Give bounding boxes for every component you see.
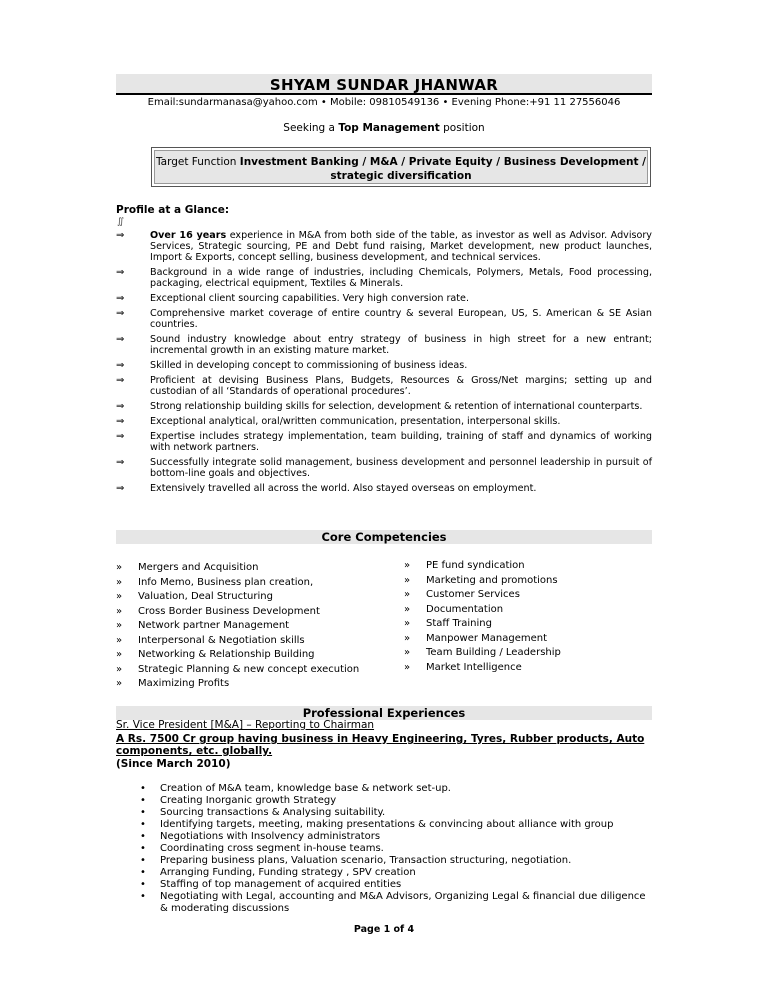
arrow-icon: ⇒ <box>116 230 125 241</box>
competencies-left-list <box>116 561 396 692</box>
competency-text: Maximizing Profits <box>138 678 230 689</box>
profile-item-text: Successfully integrate solid management, business development and personnel leadership in pursuit of bottom-line goals and objectives. <box>150 457 652 479</box>
competency-text: Networking & Relationship Building <box>138 649 315 660</box>
bullet-icon: » <box>116 663 123 675</box>
responsibility-text: Staffing of top management of acquired entities <box>160 879 402 890</box>
bullet-icon: » <box>404 574 411 586</box>
competency-item <box>116 648 396 663</box>
responsibility-item <box>116 891 652 915</box>
responsibility-text: Negotiating with Legal, accounting and M&A Advisors, Organizing Legal & financial due diligence & moderating discussions <box>160 891 646 914</box>
bullet-icon: » <box>116 591 123 602</box>
bullet-icon: » <box>404 632 411 644</box>
bullet-icon: • <box>140 867 146 878</box>
responsibilities-list <box>116 783 652 915</box>
responsibility-text: Creating Inorganic growth Strategy <box>160 795 337 806</box>
job-dates: (Since March 2010) <box>116 758 231 770</box>
arrow-icon: ⇒ <box>116 375 125 386</box>
competency-item <box>116 677 396 692</box>
responsibility-item <box>116 855 652 867</box>
competencies-right-list <box>404 559 652 675</box>
bullet-icon: » <box>116 634 123 646</box>
target-function-box <box>151 147 651 187</box>
seeking-role: Top Management <box>338 122 440 134</box>
responsibility-item <box>116 831 652 843</box>
profile-list <box>116 230 652 498</box>
competency-item <box>404 632 652 647</box>
competency-text: Info Memo, Business plan creation, <box>138 576 314 588</box>
profile-item <box>116 483 652 494</box>
arrow-icon: ⇒ <box>116 360 125 371</box>
job-title: Sr. Vice President [M&A] – Reporting to Chairman <box>116 719 375 731</box>
competency-text: Manpower Management <box>426 632 548 644</box>
seeking-suffix: position <box>439 122 485 134</box>
competency-item <box>404 588 652 603</box>
profile-item <box>116 375 652 397</box>
bullet-icon: • <box>140 843 146 854</box>
competency-text: Mergers and Acquisition <box>138 562 259 573</box>
responsibility-item <box>116 807 652 819</box>
bullet-icon: » <box>116 649 123 660</box>
profile-heading: Profile at a Glance: <box>116 204 230 216</box>
bullet-icon: » <box>404 603 411 615</box>
profile-item-text: Strong relationship building skills for selection, development & retention of international counterparts. <box>150 401 643 412</box>
responsibility-item <box>116 783 652 795</box>
bullet-icon: » <box>116 576 123 588</box>
competency-item <box>116 619 396 634</box>
profile-item-text: experience in M&A from both side of the table, as investor as well as Advisor. Advisory Services, Strategic sourcing, PE and Debt fund raising, Market development, new product launches, Import & Exports, concept selling, business development, and technical services. <box>150 230 652 263</box>
responsibility-item <box>116 879 652 891</box>
competency-item <box>116 605 396 620</box>
responsibility-text: Identifying targets, meeting, making presentations & convincing about alliance with group <box>160 819 614 830</box>
bullet-icon: • <box>140 795 146 806</box>
competency-text: Valuation, Deal Structuring <box>138 591 273 602</box>
profile-item <box>116 416 652 427</box>
candidate-name: SHYAM SUNDAR JHANWAR <box>269 76 499 94</box>
competency-text: Staff Training <box>426 618 492 629</box>
profile-item-text: Comprehensive market coverage of entire country & several European, US, S. American & SE Asian countries. <box>150 308 652 330</box>
core-competencies-heading: Core Competencies <box>116 530 652 544</box>
responsibility-item <box>116 843 652 855</box>
arrow-icon: ⇒ <box>116 416 125 427</box>
bullet-icon: » <box>116 605 123 617</box>
contact-line: Email:sundarmanasa@yahoo.com • Mobile: 09810549136 • Evening Phone:+91 11 27556046 <box>147 97 621 108</box>
competency-text: Team Building / Leadership <box>426 647 561 658</box>
profile-item <box>116 230 652 263</box>
bullet-icon: • <box>140 819 146 830</box>
responsibility-text: Coordinating cross segment in-house teams. <box>160 843 384 854</box>
profile-item <box>116 431 652 453</box>
profile-item-text: Exceptional client sourcing capabilities. Very high conversion rate. <box>150 293 469 304</box>
bullet-icon: » <box>116 562 123 573</box>
responsibility-text: Sourcing transactions & Analysing suitability. <box>160 807 386 818</box>
competency-item <box>116 561 396 576</box>
profile-item-text: Skilled in developing concept to commissioning of business ideas. <box>150 360 468 371</box>
seeking-prefix: Seeking a <box>283 122 339 134</box>
arrow-icon: ⇒ <box>116 293 125 304</box>
experience-heading: Professional Experiences <box>116 706 652 720</box>
profile-item-text: Expertise includes strategy implementation, team building, training of staff and dynamics of working with network partners. <box>150 431 652 453</box>
profile-item-text: Exceptional analytical, oral/written communication, presentation, interpersonal skills. <box>150 416 561 427</box>
bullet-icon: » <box>404 661 411 673</box>
bullet-icon: • <box>140 807 146 818</box>
bullet-icon: » <box>404 560 411 571</box>
competency-item <box>116 663 396 678</box>
competency-item <box>404 574 652 589</box>
competency-item <box>404 646 652 661</box>
competency-text: PE fund syndication <box>426 560 525 571</box>
arrow-icon: ⇒ <box>116 483 125 494</box>
responsibility-text: Arranging Funding, Funding strategy , SPV creation <box>160 867 416 878</box>
competency-item <box>404 617 652 632</box>
competency-text: Documentation <box>426 603 504 615</box>
profile-item <box>116 457 652 479</box>
competency-text: Customer Services <box>426 589 520 600</box>
responsibility-item <box>116 795 652 807</box>
arrow-icon: ⇒ <box>116 267 125 278</box>
bullet-icon: • <box>140 831 146 842</box>
competency-text: Strategic Planning & new concept execution <box>138 663 360 675</box>
arrow-icon: ⇒ <box>116 334 125 345</box>
bullet-icon: » <box>404 647 411 658</box>
profile-item-text: Proficient at devising Business Plans, Budgets, Resources & Gross/Net margins; setting up and custodian of all ‘Standards of operational procedures’. <box>150 375 652 397</box>
competency-item <box>116 634 396 649</box>
competency-item <box>404 603 652 618</box>
competency-text: Market Intelligence <box>426 661 522 673</box>
profile-item <box>116 401 652 412</box>
competency-text: Interpersonal & Negotiation skills <box>138 634 305 646</box>
bullet-icon: • <box>140 879 146 890</box>
competency-text: Marketing and promotions <box>426 574 558 586</box>
responsibility-item <box>116 867 652 879</box>
responsibility-item <box>116 819 652 831</box>
profile-item-text: Extensively travelled all across the world. Also stayed overseas on employment. <box>150 483 537 494</box>
profile-item <box>116 308 652 330</box>
bullet-icon: » <box>116 620 123 631</box>
arrow-icon: ⇒ <box>116 431 125 442</box>
profile-item <box>116 267 652 289</box>
competency-item <box>116 576 396 591</box>
competency-item <box>116 590 396 605</box>
competency-item <box>404 661 652 676</box>
arrow-icon: ⇒ <box>116 308 125 319</box>
bullet-icon: • <box>140 855 146 866</box>
responsibility-text: Creation of M&A team, knowledge base & network set-up. <box>160 783 451 794</box>
page-number: Page 1 of 4 <box>353 924 415 935</box>
profile-item-text: Background in a wide range of industries, including Chemicals, Polymers, Metals, Food processing, packaging, electrical equipment, Textiles & Minerals. <box>150 267 652 289</box>
seeking-line <box>116 122 652 134</box>
target-prefix: Target Function <box>155 156 240 168</box>
profile-marker: ∬ <box>117 217 125 227</box>
profile-item <box>116 293 652 304</box>
bullet-icon: • <box>140 891 146 902</box>
bullet-icon: • <box>140 783 146 794</box>
arrow-icon: ⇒ <box>116 401 125 412</box>
competency-text: Network partner Management <box>138 620 290 631</box>
target-functions: Investment Banking / M&A / Private Equity / Business Development / strategic diversification <box>239 156 647 182</box>
bullet-icon: » <box>404 618 411 629</box>
profile-item <box>116 334 652 356</box>
profile-item-text: Sound industry knowledge about entry strategy of business in high street for a new entrant; incremental growth in an existing mature market. <box>150 334 652 356</box>
company-description: A Rs. 7500 Cr group having business in Heavy Engineering, Tyres, Rubber products, Auto components, etc. globally. <box>116 733 645 757</box>
profile-item <box>116 360 652 371</box>
arrow-icon: ⇒ <box>116 457 125 468</box>
competency-item <box>404 559 652 574</box>
bullet-icon: » <box>116 678 123 689</box>
profile-years: Over 16 years <box>150 230 227 241</box>
responsibility-text: Negotiations with Insolvency administrators <box>160 831 381 842</box>
responsibility-text: Preparing business plans, Valuation scenario, Transaction structuring, negotiation. <box>160 855 572 866</box>
bullet-icon: » <box>404 589 411 600</box>
competency-text: Cross Border Business Development <box>138 605 320 617</box>
